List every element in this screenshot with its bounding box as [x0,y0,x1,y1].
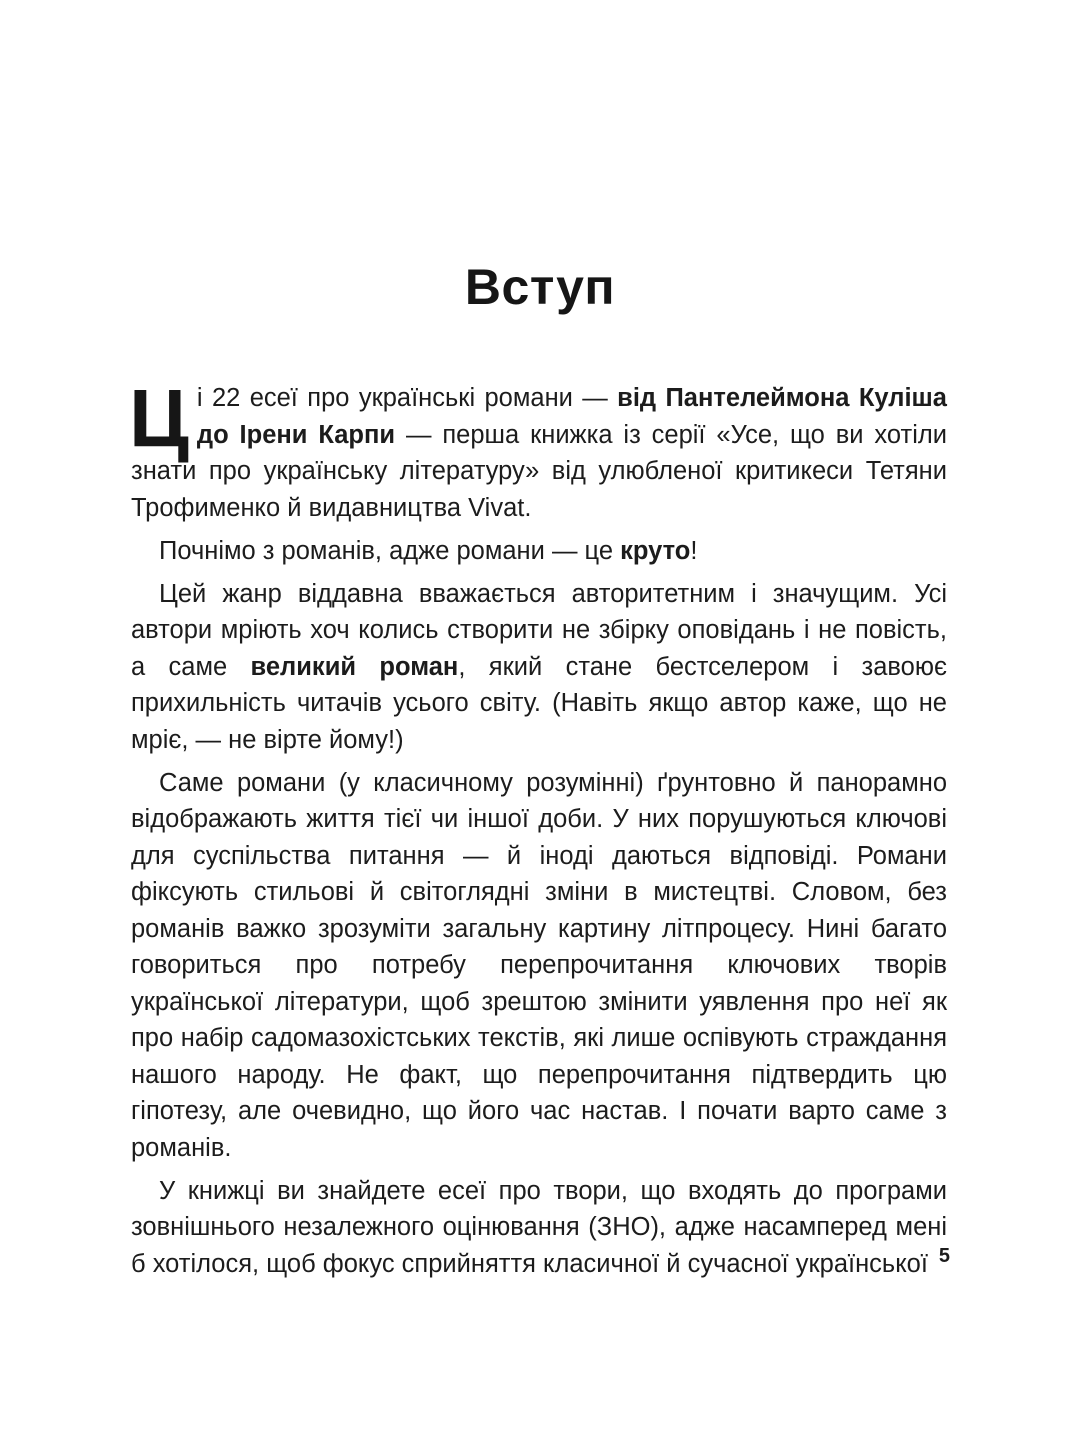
paragraph-4: Саме романи (у класичному розумінні) ґрунтовно й панорамно відображають життя тієї чи іншої доби. У них порушуються ключові для суспільства питання — й іноді даються відповіді. Романи фіксують стильові й світоглядні зміни в мистецтві. Словом, без романів важко зрозуміти загальну картину літпроцесу. Нині багато говориться про потребу перепрочитання ключових творів української літератури, щоб зрештою змінити уявлення про неї як про набір садомазохістських текстів, які лише оспівують страждання нашого народу. Не факт, що перепрочитання підтвердить цю гіпотезу, але очевидно, що його час настав. І почати варто саме з романів. [131,768,947,1162]
paragraph-2-bold: круто [620,536,691,565]
body-text [129,373,947,1289]
chapter-title: Вступ [464,259,616,315]
page-number: 5 [938,1245,950,1267]
paragraph-2 [131,533,947,570]
paragraph-1-text-b: — перша книжка із серії «Усе, що ви хотіли знати про українську літературу» від улюбленої критикеси Тетяни Трофименко й видавництва Vivat. [131,420,947,522]
paragraph-3 [131,576,947,759]
paragraph-1-text-a: і 22 есеї про українські романи — [196,384,618,412]
paragraph-3-text-a: Цей жанр віддавна вважається авторитетним і значущим. Усі автори мріють хоч колись створити не збірку оповідань і не повість, а саме [131,579,947,681]
paragraph-3-bold: великий роман [250,652,459,681]
paragraph-1-bold: від Пантелеймона Куліша до Ірени Карпи [196,384,947,449]
paragraph-5: У книжці ви знайдете есеї про твори, що входять до програми зовнішнього незалежного оцінювання (ЗНО), адже насамперед мені б хотілося, щоб фокус сприйняття класичної й сучасної української [131,1176,947,1278]
paragraph-1 [129,373,947,526]
drop-cap: Ц [129,373,189,464]
paragraph-2-text-b: ! [690,536,698,565]
paragraph-3-text-b: , який стане бестселером і завоює прихильність читачів усього світу. (Навіть якщо автор каже, що не мріє, — не вірте йому!) [131,652,947,754]
paragraph-2-text-a: Почнімо з романів, адже романи — це [159,536,621,565]
